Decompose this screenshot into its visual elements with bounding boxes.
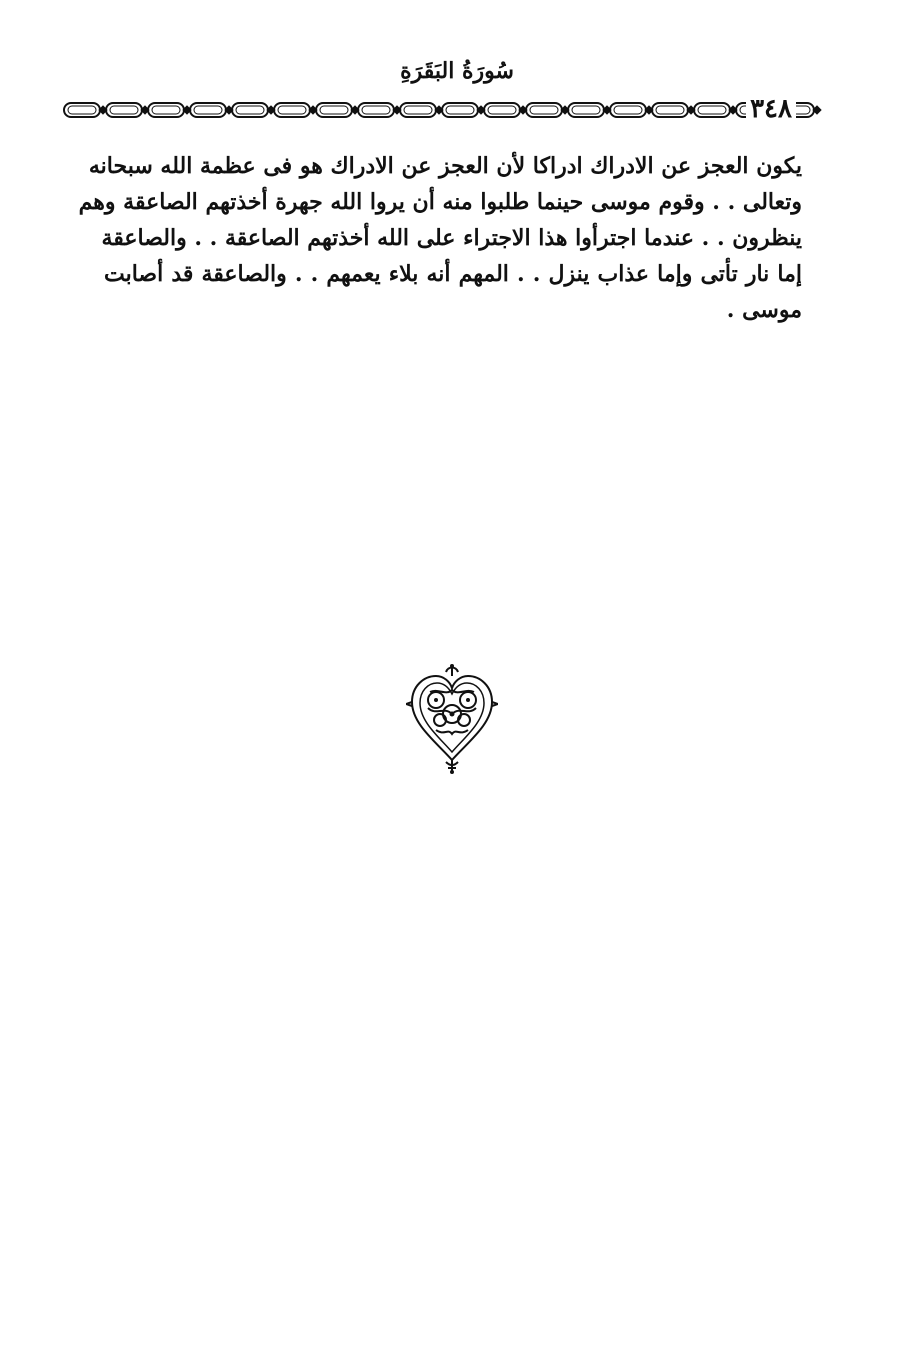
text-line: موسى . bbox=[726, 297, 802, 323]
floral-ornament-icon bbox=[406, 662, 498, 774]
text-line: إما نار تأتى وإما عذاب ينزل . . المهم أنه بلاء يعمهم . . والصاعقة قد أصابت bbox=[104, 261, 802, 287]
surah-title: سُورَةُ البَقَرَةِ bbox=[400, 58, 514, 84]
text-line: ينظرون . . عندما اجترأوا هذا الاجتراء على الله أخذتهم الصاعقة . . والصاعقة bbox=[101, 225, 802, 251]
chain-border-icon bbox=[62, 96, 844, 124]
text-line: وتعالى . . وقوم موسى حينما طلبوا منه أن يروا الله جهرة أخذتهم الصاعقة وهم bbox=[78, 189, 802, 215]
page-header bbox=[62, 96, 844, 124]
body-text bbox=[78, 148, 802, 328]
page-number: ٣٤٨ bbox=[746, 94, 796, 124]
text-line: يكون العجز عن الادراك ادراكا لأن العجز عن الادراك هو فى عظمة الله سبحانه bbox=[88, 153, 802, 179]
